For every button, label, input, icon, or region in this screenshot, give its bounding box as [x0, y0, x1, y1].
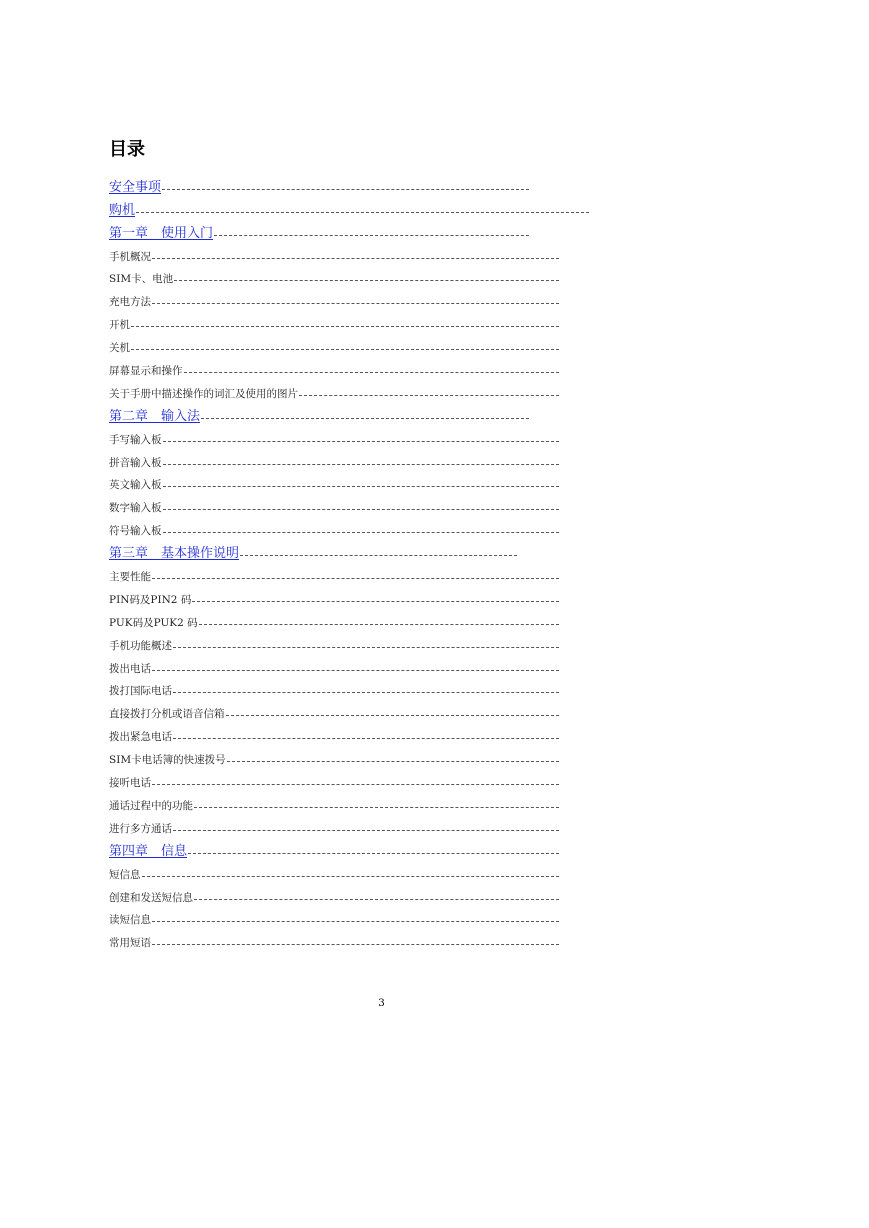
- toc-section-entry: [109, 744, 589, 767]
- toc-section-entry: [109, 927, 589, 950]
- toc-dot-leader: [152, 578, 559, 579]
- toc-dot-leader: [142, 876, 559, 877]
- toc-label: 常用短语: [109, 937, 151, 950]
- toc-section-entry: [109, 859, 589, 882]
- toc-dot-leader: [214, 235, 529, 236]
- toc-dot-leader: [152, 921, 559, 922]
- toc-dot-leader: [163, 509, 559, 510]
- toc-dot-leader: [163, 464, 559, 465]
- toc-link[interactable]: 第四章 信息: [109, 843, 188, 859]
- toc-label: SIM卡电话簿的快速拨号: [109, 754, 226, 767]
- toc-label: 屏幕显示和操作: [109, 365, 183, 378]
- toc-dot-leader: [174, 280, 559, 281]
- toc-label: 短信息: [109, 868, 141, 881]
- toc-dot-leader: [162, 189, 529, 190]
- toc-dot-leader: [152, 784, 559, 785]
- toc-label: 进行多方通话: [109, 822, 172, 835]
- toc-heading: 目录: [109, 139, 145, 160]
- toc-chapter-entry[interactable]: [109, 195, 589, 218]
- toc-section-entry: [109, 447, 589, 470]
- toc-label: 手写输入板: [109, 433, 162, 446]
- toc-chapter-entry[interactable]: [109, 172, 589, 195]
- toc-dot-leader: [199, 624, 559, 625]
- toc-label: 关于手册中描述操作的词汇及使用的图片: [109, 387, 298, 400]
- toc-dot-leader: [152, 258, 559, 259]
- toc-dot-leader: [201, 418, 529, 419]
- toc-dot-leader: [173, 647, 559, 648]
- toc-dot-leader: [163, 486, 559, 487]
- toc-section-entry: [109, 378, 589, 401]
- toc-label: 英文输入板: [109, 479, 162, 492]
- toc-section-entry: [109, 905, 589, 928]
- toc-section-entry: [109, 767, 589, 790]
- toc-section-entry: [109, 584, 589, 607]
- toc-section-entry: [109, 286, 589, 309]
- toc-label: 拨出电话: [109, 662, 151, 675]
- toc-label: 拨出紧急电话: [109, 731, 172, 744]
- toc-label: 创建和发送短信息: [109, 891, 193, 904]
- toc-section-entry: [109, 790, 589, 813]
- toc-label: 数字输入板: [109, 502, 162, 515]
- toc-dot-leader: [173, 692, 559, 693]
- toc-chapter-entry[interactable]: [109, 836, 589, 859]
- toc-label: 读短信息: [109, 914, 151, 927]
- toc-link[interactable]: 购机: [109, 202, 136, 218]
- toc-label: 手机功能概述: [109, 639, 172, 652]
- toc-label: 接听电话: [109, 777, 151, 790]
- toc-dot-leader: [173, 830, 559, 831]
- toc-dot-leader: [226, 715, 559, 716]
- toc-section-entry: [109, 813, 589, 836]
- toc-dot-leader: [173, 738, 559, 739]
- toc-section-entry: [109, 515, 589, 538]
- toc-dot-leader: [152, 303, 559, 304]
- toc-section-entry: [109, 721, 589, 744]
- toc-section-entry: [109, 882, 589, 905]
- toc-dot-leader: [299, 395, 559, 396]
- toc-label: PUK码及PUK2 码: [109, 616, 198, 629]
- toc-label: 通话过程中的功能: [109, 799, 193, 812]
- toc-label: 关机: [109, 342, 130, 355]
- toc-chapter-entry[interactable]: [109, 218, 589, 241]
- toc-section-entry: [109, 607, 589, 630]
- toc-section-entry: [109, 698, 589, 721]
- toc-dot-leader: [163, 441, 559, 442]
- toc-dot-leader: [136, 212, 589, 213]
- table-of-contents: [109, 172, 589, 950]
- toc-dot-leader: [131, 326, 559, 327]
- toc-section-entry: [109, 470, 589, 493]
- toc-section-entry: [109, 630, 589, 653]
- toc-section-entry: [109, 332, 589, 355]
- toc-label: 开机: [109, 319, 130, 332]
- toc-dot-leader: [227, 761, 559, 762]
- toc-section-entry: [109, 653, 589, 676]
- toc-dot-leader: [188, 853, 559, 854]
- toc-dot-leader: [163, 532, 559, 533]
- toc-section-entry: [109, 264, 589, 287]
- toc-link[interactable]: 第三章 基本操作说明: [109, 546, 240, 562]
- toc-label: 符号输入板: [109, 525, 162, 538]
- toc-section-entry: [109, 676, 589, 699]
- toc-link[interactable]: 安全事项: [109, 179, 162, 195]
- toc-section-entry: [109, 561, 589, 584]
- toc-chapter-entry[interactable]: [109, 401, 589, 424]
- toc-section-entry: [109, 309, 589, 332]
- toc-label: 直接拨打分机或语音信箱: [109, 708, 225, 721]
- toc-dot-leader: [152, 944, 559, 945]
- toc-label: 拨打国际电话: [109, 685, 172, 698]
- toc-dot-leader: [194, 807, 559, 808]
- toc-link[interactable]: 第一章 使用入门: [109, 225, 214, 241]
- toc-dot-leader: [192, 601, 559, 602]
- toc-label: SIM卡、电池: [109, 273, 174, 286]
- toc-label: 充电方法: [109, 296, 151, 309]
- toc-dot-leader: [152, 670, 559, 671]
- toc-section-entry: [109, 355, 589, 378]
- toc-dot-leader: [184, 372, 559, 373]
- toc-chapter-entry[interactable]: [109, 538, 589, 561]
- toc-label: 主要性能: [109, 571, 151, 584]
- toc-section-entry: [109, 492, 589, 515]
- toc-dot-leader: [240, 555, 517, 556]
- toc-section-entry: [109, 241, 589, 264]
- toc-link[interactable]: 第二章 输入法: [109, 408, 201, 424]
- toc-label: 拼音输入板: [109, 456, 162, 469]
- toc-label: 手机概况: [109, 250, 151, 263]
- toc-label: PIN码及PIN2 码: [109, 593, 192, 606]
- toc-section-entry: [109, 424, 589, 447]
- toc-dot-leader: [194, 899, 559, 900]
- page-number: 3: [378, 997, 385, 1009]
- toc-dot-leader: [131, 349, 559, 350]
